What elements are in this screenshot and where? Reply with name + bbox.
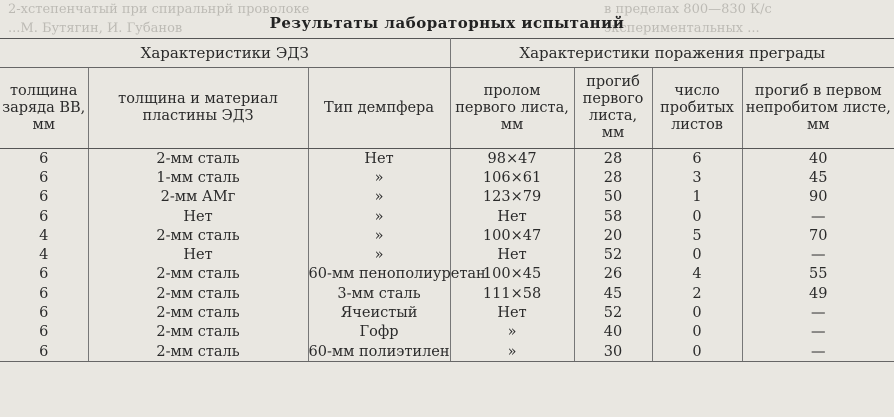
cell-unpierced-deflection: 90 [809,189,828,206]
cell-deflection: 50 [574,188,652,207]
cell-pierced: 4 [652,265,742,284]
cell-unpierced-deflection: — [811,305,826,322]
cell-deflection: 30 [574,342,652,362]
col-header-pierced-count: число пробитых листов [652,68,742,149]
cell-pierced: 0 [652,342,742,362]
cell-plate: Нет [88,207,308,226]
cell-pierced: 3 [652,168,742,187]
cell-damper: 60-мм полиэтилен [308,342,450,362]
cell-deflection: 20 [574,226,652,245]
bleed-line: ...М. Бутягин, И. Губанов [8,21,183,36]
group-header-edz: Характеристики ЭДЗ [0,39,450,68]
cell-damper: » [308,245,450,264]
cell-plate: 1-мм сталь [88,168,308,187]
cell-damper: 60-мм пенополиуретан [308,266,486,283]
cell-charge: 6 [0,284,88,303]
cell-charge: 6 [0,188,88,207]
cell-damper: Ячеистый [308,303,450,322]
cell-unpierced-deflection: 40 [809,150,828,167]
cell-plate: 2-мм сталь [88,226,308,245]
cell-charge: 6 [0,149,88,169]
bleed-line: экспериментальных ... [604,21,760,36]
cell-unpierced-deflection: 55 [809,266,828,283]
cell-damper: » [308,188,450,207]
cell-plate: 2-мм сталь [88,323,308,342]
cell-deflection: 40 [574,323,652,342]
cell-breach: Нет [450,303,574,322]
col-header-first-deflection: прогиб первого листа, мм [574,68,652,149]
cell-unpierced-deflection: 49 [809,285,828,302]
table-row [0,265,894,284]
cell-deflection: 52 [574,245,652,264]
cell-unpierced-deflection: 70 [809,227,828,244]
table-row [0,149,894,169]
cell-breach: 111×58 [450,284,574,303]
cell-charge: 6 [0,323,88,342]
table-row [0,323,894,342]
cell-breach: Нет [450,207,574,226]
cell-pierced: 0 [652,245,742,264]
cell-charge: 6 [0,207,88,226]
cell-breach: 123×79 [450,188,574,207]
col-header-unpierced-deflection: прогиб в первом непробитом листе, мм [742,68,894,149]
cell-unpierced-deflection: — [742,342,894,362]
table-row [0,207,894,226]
table-row [0,342,894,362]
cell-plate: 2-мм сталь [88,303,308,322]
cell-pierced: 0 [652,303,742,322]
cell-unpierced-deflection: — [811,208,826,225]
cell-pierced: 5 [652,226,742,245]
cell-breach: 100×47 [450,226,574,245]
bleed-line: 2-хстепенчатый при спиральнрй проволоке [8,2,310,17]
group-header-row [0,39,894,68]
cell-unpierced-deflection: 45 [809,169,828,186]
cell-pierced: 0 [652,207,742,226]
cell-deflection: 52 [574,303,652,322]
cell-plate: 2-мм АМг [88,188,308,207]
cell-damper: » [308,168,450,187]
cell-pierced: 1 [652,188,742,207]
cell-breach: 98×47 [450,149,574,169]
cell-plate: 2-мм сталь [88,265,308,284]
cell-deflection: 28 [574,149,652,169]
table-row [0,284,894,303]
table-row [0,168,894,187]
cell-plate: 2-мм сталь [88,342,308,362]
col-header-breach: пролом первого листа, мм [450,68,574,149]
results-table [0,38,894,362]
col-header-damper: Тип демпфера [308,68,450,149]
table-row [0,226,894,245]
col-header-charge-thickness: толщина заряда ВВ, мм [0,68,88,149]
cell-charge: 6 [0,303,88,322]
cell-charge: 6 [0,342,88,362]
cell-unpierced-deflection: — [811,247,826,264]
cell-plate: 2-мм сталь [88,149,308,169]
table-row [0,245,894,264]
table-title: Результаты лабораторных испытаний [269,14,625,32]
cell-charge: 4 [0,245,88,264]
cell-charge: 6 [0,168,88,187]
bleed-line: в пределах 800—830 К/с [604,2,772,17]
cell-breach: 106×61 [450,168,574,187]
cell-deflection: 45 [574,284,652,303]
cell-deflection: 58 [574,207,652,226]
cell-damper: 3-мм сталь [308,284,450,303]
cell-damper: Нет [308,149,450,169]
cell-charge: 4 [0,226,88,245]
cell-plate: Нет [88,245,308,264]
cell-deflection: 26 [574,265,652,284]
cell-breach: 100×45 [450,265,574,284]
cell-plate: 2-мм сталь [88,284,308,303]
col-header-plate: толщина и материал пластины ЭДЗ [88,68,308,149]
cell-breach: » [450,342,574,362]
cell-unpierced-deflection: — [811,324,826,341]
cell-damper: » [308,226,450,245]
cell-pierced: 6 [652,149,742,169]
group-header-target: Характеристики поражения преграды [450,39,894,68]
table-row [0,188,894,207]
column-header-row [0,68,894,149]
cell-pierced: 0 [652,323,742,342]
cell-damper: Гофр [308,323,450,342]
cell-pierced: 2 [652,284,742,303]
cell-breach: Нет [450,245,574,264]
cell-breach: » [450,323,574,342]
cell-damper: » [308,207,450,226]
cell-charge: 6 [0,265,88,284]
cell-deflection: 28 [574,168,652,187]
table-row [0,303,894,322]
